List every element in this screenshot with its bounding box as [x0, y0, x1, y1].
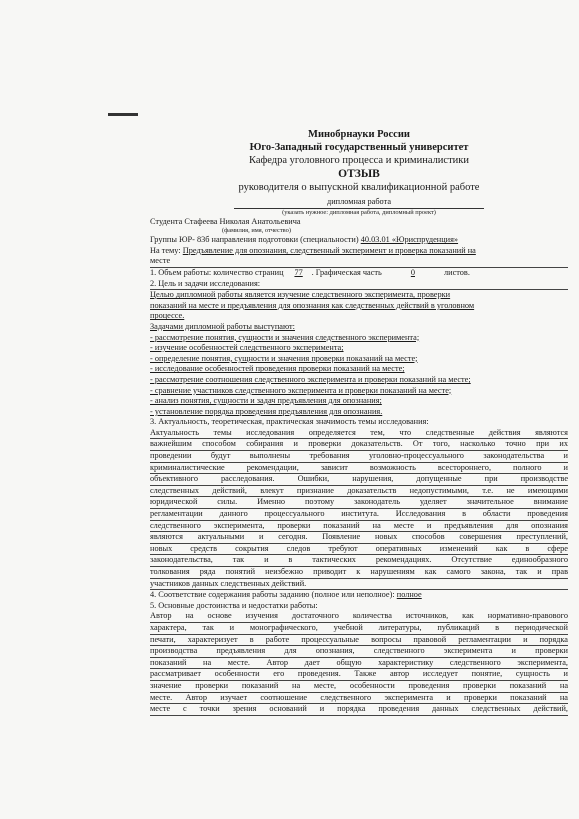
topic-label: На тему: [150, 245, 181, 255]
goal-line-1: Целью дипломной работы является изучение следственного эксперимента, проверки [150, 290, 451, 300]
volume-label: 1. Объем работы: количество страниц [150, 267, 284, 277]
merits-line-1: Автор на основе изучения достаточного количества источников, как нормативно-правового [150, 611, 568, 623]
section-4-line [150, 590, 568, 601]
relevance-block [150, 428, 568, 590]
section-2-label: 2. Цель и задачи исследования: [150, 279, 568, 291]
volume-pages: 77 [294, 267, 303, 277]
relevance-line-3: проведении будут выполнены требования уголовно-процессуального законодательства и [150, 451, 568, 463]
document-title: ОТЗЫВ [338, 168, 380, 180]
work-type-hint: (указать нужное: дипломная работа, дипломный проект) [282, 208, 436, 216]
merits-line-7: значение проверки показаний на месте, особенности проведения проверки показаний на [150, 681, 568, 693]
group-line [150, 235, 568, 246]
relevance-line-10: являются актуальными и сегодня. Появление новых способов совершения преступлений, [150, 532, 568, 544]
task-item-8: - установление порядка проведения предъявления для опознания. [150, 406, 383, 416]
section-5-label: 5. Основные достоинства и недостатки работы: [150, 600, 318, 610]
relevance-line-7: юридической силы. Именно поэтому законодатель уделяет значительное внимание [150, 497, 568, 509]
relevance-line-6: следственных действий, влекут признание доказательств недопустимыми, т.е. не имеющими [150, 486, 568, 498]
review-document [150, 128, 568, 716]
relevance-line-2: важнейшим способом собирания и проверки доказательств. От того, насколько точно при их [150, 439, 568, 451]
group-direction: 40.03.01 «Юриспруденция» [360, 235, 459, 245]
relevance-line-8: регламентации данного процессуального института. Исследования в области проведения [150, 509, 568, 521]
merits-line-6: рассматривает особенности его проведения. Также автор исследует понятие, сущность и [150, 669, 568, 681]
relevance-line-13: толкования ряда понятий неизбежно приводит к нарушениям как самого закона, так и прав [150, 567, 568, 579]
relevance-line-9: следственного эксперимента, проверки показаний на месте и предъявления для опознания [150, 521, 568, 533]
work-type-value: дипломная работа [234, 197, 484, 209]
volume-graphics: 0 [410, 267, 415, 277]
task-item-3: - определение понятия, сущности и значения проверки показаний на месте; [150, 353, 418, 363]
ministry-name: Минобрнауки России [308, 129, 410, 140]
topic-value-2: месте [150, 256, 171, 266]
merits-block [150, 611, 568, 715]
section-4-label: 4. Соответствие содержания работы заданию (полное или неполное): [150, 590, 395, 600]
relevance-line-4: криминалистические рекомендации, зависит возможность всестороннего, полного и [150, 463, 568, 475]
task-item-6: - сравнение участников следственного эксперимента и проверки показаний на месте; [150, 385, 452, 395]
relevance-line-11: новых средств сокрытия следов требуют оперативных изменений как в сфере [150, 544, 568, 556]
relevance-line-14: участников данных следственных действий. [150, 579, 568, 591]
goal-line-3: процессе. [150, 311, 185, 321]
merits-line-8: месте. Автор изучает соотношение следственного эксперимента и проверки показаний на [150, 693, 568, 705]
merits-line-5: показаний на месте. Автор дает общую характеристику следственного эксперимента, [150, 658, 568, 670]
topic-line-2 [150, 256, 568, 268]
volume-sheets-label: листов. [444, 267, 470, 277]
goal-line-2: показаний на месте и предъявления для опознания как следственных действий в уголовном [150, 300, 475, 310]
scan-mark [108, 113, 138, 116]
topic-line [150, 246, 568, 257]
document-subtitle: руководителя о выпускной квалификационной работе [238, 182, 480, 193]
student-hint: (фамилия, имя, отчество) [222, 227, 291, 235]
goal-block [150, 290, 568, 322]
task-item-7: - анализ понятия, сущности и задач предъявления для опознания; [150, 396, 382, 406]
relevance-line-12: законодательства, так и в тактических рекомендациях. Отсутствие единообразного [150, 555, 568, 567]
tasks-label: Задачами дипломной работы выступают: [150, 321, 295, 331]
topic-value-1: Предъявление для опознания, следственный эксперимент и проверка показаний на [182, 245, 476, 255]
task-item-5: - рассмотрение соотношения следственного эксперимента и проверки показаний на месте; [150, 374, 471, 384]
section-4-value: полное [396, 590, 422, 600]
merits-line-9: месте с точки зрения оснований и порядка проведения данных следственных действий, [150, 704, 568, 716]
student-line: Студента Стафеева Николая Анатольевича [150, 216, 301, 226]
task-item-2: - изучение особенностей следственного эксперимента; [150, 343, 344, 353]
volume-graphics-label: . Графическая часть [311, 267, 382, 277]
group-prefix: Группы ЮР- 83б направления подготовки (специальности) [150, 235, 359, 245]
task-item-1: - рассмотрение понятия, сущности и значения следственного эксперимента; [150, 332, 420, 342]
work-type-line [150, 197, 568, 209]
task-item-4: - исследование особенностей проведения проверки показаний на месте; [150, 364, 405, 374]
merits-line-2: характера, так и монографического, учебной литературы, публикаций в периодической [150, 623, 568, 635]
tasks-list [150, 333, 568, 418]
relevance-line-1: Актуальность темы исследования определяется тем, что следственные действия являются [150, 428, 568, 440]
relevance-line-5: объективного расследования. Ошибки, нарушения, допущенные при производстве [150, 474, 568, 486]
department-name: Кафедра уголовного процесса и криминалистики [248, 155, 470, 166]
section-3-label: 3. Актуальность, теоретическая, практическая значимость темы исследования: [150, 417, 429, 427]
university-name: Юго-Западный государственный университет [249, 142, 469, 153]
volume-line [150, 268, 568, 279]
merits-line-4: производства предъявления для опознания, следственного эксперимента и проверки [150, 646, 568, 658]
merits-line-3: печати, характеризует в работе процессуальные вопросы правовой регламентации и порядка [150, 635, 568, 647]
